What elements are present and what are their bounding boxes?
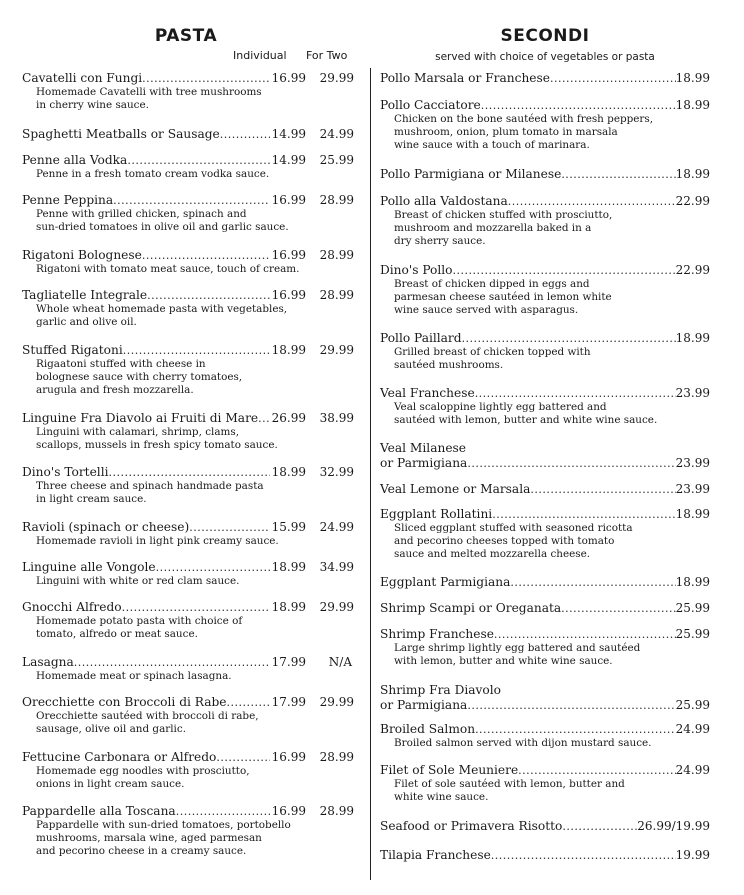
menu-item-name: or Parmigiana xyxy=(380,456,468,470)
menu-item-description: Homemade meat or spinach lasagna. xyxy=(36,670,232,682)
menu-item-price: 24.99 xyxy=(675,763,710,777)
menu-item-price: 18.99 xyxy=(271,343,306,357)
dot-leader xyxy=(530,482,675,497)
menu-item-price-for-two: 38.99 xyxy=(319,411,354,425)
menu-item-price: 16.99 xyxy=(271,193,306,207)
menu-item-description: Penne in a fresh tomato cream vodka sauce. xyxy=(36,168,270,180)
menu-item-price: 15.99 xyxy=(271,520,306,534)
menu-item-name: or Parmigiana xyxy=(380,698,468,712)
menu-item-price: 26.99 xyxy=(271,411,306,425)
menu-item-line xyxy=(22,695,358,710)
dot-leader xyxy=(561,167,675,182)
dot-leader xyxy=(453,263,676,278)
menu-item-price-for-two: 29.99 xyxy=(319,343,354,357)
menu-item-description: Pappardelle with sun-dried tomatoes, portobello xyxy=(36,819,291,831)
menu-item xyxy=(380,763,710,804)
menu-item xyxy=(380,482,710,497)
dot-leader xyxy=(216,750,270,765)
menu-item-name: Gnocchi Alfredo xyxy=(22,600,122,614)
menu-item xyxy=(22,288,358,329)
menu-item-description: Broiled salmon served with dijon mustard sauce. xyxy=(394,737,652,749)
menu-item-description: onions in light cream sauce. xyxy=(36,778,185,791)
menu-item-description: with lemon, butter and white wine sauce. xyxy=(394,655,613,668)
menu-item-price: 16.99 xyxy=(271,71,306,85)
menu-item xyxy=(22,248,358,276)
menu-item-price: 14.99 xyxy=(271,127,306,141)
menu-item xyxy=(22,695,358,736)
menu-item-description: Homemade potato pasta with choice of xyxy=(36,615,243,627)
menu-item xyxy=(22,560,358,588)
menu-item-description: sausage, olive oil and garlic. xyxy=(36,723,187,736)
menu-item-line xyxy=(22,655,358,670)
menu-item-price: 19.99 xyxy=(675,848,710,862)
menu-item-description: Homemade egg noodles with prosciutto, xyxy=(36,765,250,777)
menu-item-line xyxy=(380,763,710,778)
menu-item-price: 18.99 xyxy=(675,71,710,85)
menu-item-price-for-two: 28.99 xyxy=(319,248,354,262)
menu-item-name: Ravioli (spinach or cheese) xyxy=(22,520,190,534)
dot-leader xyxy=(462,331,676,346)
menu-item-price-for-two: 34.99 xyxy=(319,560,354,574)
menu-item-price: 17.99 xyxy=(271,655,306,669)
dot-leader xyxy=(518,763,675,778)
menu-item xyxy=(380,575,710,590)
menu-item xyxy=(22,465,358,506)
menu-item-name: Shrimp Scampi or Oreganata xyxy=(380,601,562,615)
menu-item-description: tomato, alfredo or meat sauce. xyxy=(36,628,198,641)
dot-leader xyxy=(467,698,675,713)
menu-item-price-for-two: 29.99 xyxy=(319,71,354,85)
menu-item-price-for-two: 28.99 xyxy=(319,288,354,302)
menu-item-name: Filet of Sole Meuniere xyxy=(380,763,519,777)
menu-item-price: 18.99 xyxy=(271,600,306,614)
menu-item-line xyxy=(380,507,710,522)
menu-item-line xyxy=(380,698,710,713)
menu-item-price: 16.99 xyxy=(271,288,306,302)
menu-item xyxy=(380,722,710,750)
menu-item-price: 22.99 xyxy=(675,194,710,208)
menu-item xyxy=(22,600,358,641)
menu-item-name: Veal Lemone or Marsala xyxy=(380,482,531,496)
menu-item-price: 18.99 xyxy=(675,167,710,181)
menu-item xyxy=(380,331,710,372)
column-divider xyxy=(370,68,371,880)
dot-leader xyxy=(156,560,270,575)
menu-item-price-for-two: 29.99 xyxy=(319,695,354,709)
pasta-title: PASTA xyxy=(154,26,218,46)
menu-item-line xyxy=(380,575,710,590)
menu-item-name-line: Veal Milanese xyxy=(380,441,467,455)
menu-item-name: Shrimp Franchese xyxy=(380,627,494,641)
menu-item xyxy=(22,655,358,683)
menu-item-description: mushroom, onion, plum tomato in marsala xyxy=(394,126,618,139)
menu-item-description: parmesan cheese sautéed in lemon white xyxy=(394,291,612,304)
menu-item xyxy=(380,441,710,471)
dot-leader xyxy=(127,153,270,168)
menu-item-name: Tilapia Franchese xyxy=(380,848,491,862)
menu-item-line xyxy=(380,722,710,737)
menu-item-description: Three cheese and spinach handmade pasta xyxy=(36,480,264,492)
menu-item-description: wine sauce served with asparagus. xyxy=(394,304,579,317)
menu-item-name: Rigatoni Bolognese xyxy=(22,248,142,262)
menu-item-name: Cavatelli con Fungi xyxy=(22,71,143,85)
dot-leader xyxy=(108,465,270,480)
menu-item-description: Breast of chicken stuffed with prosciutto, xyxy=(394,209,613,221)
menu-item-description: bolognese sauce with cherry tomatoes, xyxy=(36,371,243,384)
menu-item xyxy=(380,386,710,427)
menu-item xyxy=(22,193,358,234)
menu-item-price: 25.99 xyxy=(675,698,710,712)
menu-item-line xyxy=(380,167,710,182)
menu-item-price: 16.99 xyxy=(271,804,306,818)
menu-item xyxy=(22,520,358,548)
menu-item-price: 23.99 xyxy=(675,386,710,400)
dot-leader xyxy=(122,600,270,615)
menu-item-line xyxy=(380,482,710,497)
menu-item-name: Linguine alle Vongole xyxy=(22,560,156,574)
menu-item-line xyxy=(380,71,710,86)
menu-item-line xyxy=(380,456,710,471)
menu-item-price: 16.99 xyxy=(271,750,306,764)
menu-item-price: 17.99 xyxy=(271,695,306,709)
menu-item-description: Homemade ravioli in light pink creamy sauce. xyxy=(36,535,279,547)
menu-item-name: Pappardelle alla Toscana xyxy=(22,804,176,818)
menu-item-price-for-two: 28.99 xyxy=(319,750,354,764)
menu-item-line xyxy=(380,194,710,209)
menu-item-price: 24.99 xyxy=(675,722,710,736)
menu-item-price: 18.99 xyxy=(675,98,710,112)
dot-leader xyxy=(220,127,270,142)
menu-item-name: Pollo Marsala or Franchese xyxy=(380,71,550,85)
menu-item-line xyxy=(22,248,358,263)
menu-item-name: Fettucine Carbonara or Alfredo xyxy=(22,750,217,764)
menu-item-line xyxy=(380,386,710,401)
dot-leader xyxy=(550,71,676,86)
menu-item-name: Penne Peppina xyxy=(22,193,114,207)
menu-item-line xyxy=(22,343,358,358)
dot-leader xyxy=(491,848,676,863)
menu-item-description: arugula and fresh mozzarella. xyxy=(36,384,194,397)
menu-item-name: Eggplant Rollatini xyxy=(380,507,493,521)
menu-item-price-for-two: 28.99 xyxy=(319,193,354,207)
menu-item-description: and pecorino cheese in a creamy sauce. xyxy=(36,845,247,858)
menu-item xyxy=(22,127,358,142)
menu-item xyxy=(22,804,358,859)
dot-leader xyxy=(123,343,270,358)
dot-leader xyxy=(562,819,637,834)
dot-leader xyxy=(510,575,675,590)
menu-item-line xyxy=(22,520,358,535)
menu-item-description: Filet of sole sautéed with lemon, butter and xyxy=(394,778,625,790)
menu-item-description: Orecchiette sautéed with broccoli di rabe, xyxy=(36,710,259,722)
menu-item-price: 18.99 xyxy=(271,465,306,479)
menu-item xyxy=(380,98,710,153)
menu-item-description: dry sherry sauce. xyxy=(394,235,486,248)
menu-item xyxy=(22,71,358,112)
menu-item xyxy=(380,819,710,834)
menu-item-price: 25.99 xyxy=(675,601,710,615)
menu-item-line xyxy=(22,560,358,575)
menu-item-description: mushroom and mozzarella baked in a xyxy=(394,222,592,235)
menu-item-name: Dino's Tortelli xyxy=(22,465,109,479)
menu-item-name: Eggplant Parmigiana xyxy=(380,575,511,589)
menu-item-description: Rigaatoni stuffed with cheese in xyxy=(36,358,206,370)
menu-item-price: 25.99 xyxy=(675,627,710,641)
menu-item-description: wine sauce with a touch of marinara. xyxy=(394,139,590,152)
menu-item-line xyxy=(22,411,358,426)
menu-item-price: 26.99/19.99 xyxy=(637,819,710,833)
menu-item-description: sun-dried tomatoes in olive oil and garlic sauce. xyxy=(36,221,289,234)
menu-item-price-for-two: 24.99 xyxy=(319,520,354,534)
menu-item-name: Spaghetti Meatballs or Sausage xyxy=(22,127,220,141)
menu-item xyxy=(22,750,358,791)
dot-leader xyxy=(142,248,270,263)
menu-item xyxy=(380,601,710,616)
menu-item xyxy=(380,194,710,249)
menu-item-line xyxy=(380,331,710,346)
menu-item-description: Linguini with white or red clam sauce. xyxy=(36,575,240,587)
dot-leader xyxy=(176,804,270,819)
menu-item-line xyxy=(22,71,358,86)
menu-item-line xyxy=(380,627,710,642)
dot-leader xyxy=(467,456,675,471)
menu-item-description: scallops, mussels in fresh spicy tomato sauce. xyxy=(36,439,278,452)
menu-item-line xyxy=(22,750,358,765)
menu-item-line xyxy=(380,601,710,616)
menu-item xyxy=(380,263,710,318)
menu-item-price: 22.99 xyxy=(675,263,710,277)
dot-leader xyxy=(113,193,270,208)
menu-item-line xyxy=(380,848,710,863)
menu-item-price: 18.99 xyxy=(271,560,306,574)
secondi-subtitle: served with choice of vegetables or pasta xyxy=(435,51,655,63)
menu-item-price: 23.99 xyxy=(675,456,710,470)
menu-item-name: Dino's Pollo xyxy=(380,263,453,277)
menu-item-price-for-two: 25.99 xyxy=(319,153,354,167)
menu-item-description: Whole wheat homemade pasta with vegetables, xyxy=(36,303,288,315)
menu-item-name: Stuffed Rigatoni xyxy=(22,343,123,357)
menu-item-name: Lasagna xyxy=(22,655,74,669)
dot-leader xyxy=(227,695,271,710)
menu-item-description: Linguini with calamari, shrimp, clams, xyxy=(36,426,240,438)
menu-item-description: Chicken on the bone sautéed with fresh peppers, xyxy=(394,113,654,125)
menu-item-description: and pecorino cheeses topped with tomato xyxy=(394,535,615,548)
menu-item-price: 14.99 xyxy=(271,153,306,167)
dot-leader xyxy=(142,71,270,86)
menu-item-line xyxy=(22,193,358,208)
dot-leader xyxy=(494,627,676,642)
menu-item-description: in cherry wine sauce. xyxy=(36,99,149,112)
individual-column-header: Individual xyxy=(233,49,287,62)
menu-item-description: sauce and melted mozzarella cheese. xyxy=(394,548,591,561)
menu-item-name-line: Shrimp Fra Diavolo xyxy=(380,683,501,697)
menu-item-description: sautéed with lemon, butter and white wine sauce. xyxy=(394,414,658,427)
dot-leader xyxy=(508,194,676,209)
menu-item xyxy=(380,71,710,86)
menu-item-description: white wine sauce. xyxy=(394,791,489,804)
menu-item-description: Sliced eggplant stuffed with seasoned ricotta xyxy=(394,522,633,534)
menu-item-name: Seafood or Primavera Risotto xyxy=(380,819,563,833)
menu-item-description: Large shrimp lightly egg battered and sautéed xyxy=(394,642,641,654)
menu-item-line xyxy=(380,819,710,834)
menu-item-line xyxy=(380,263,710,278)
menu-item-description: Grilled breast of chicken topped with xyxy=(394,346,591,358)
menu-item-description: sautéed mushrooms. xyxy=(394,359,504,372)
menu-item-line xyxy=(22,288,358,303)
menu-item xyxy=(380,627,710,668)
menu-item-line xyxy=(22,465,358,480)
dot-leader xyxy=(475,722,676,737)
for-two-column-header: For Two xyxy=(306,49,348,62)
menu-item-description: Rigatoni with tomato meat sauce, touch of cream. xyxy=(36,263,300,275)
menu-item-name: Pollo Cacciatore xyxy=(380,98,481,112)
menu-item-description: Breast of chicken dipped in eggs and xyxy=(394,278,590,290)
dot-leader xyxy=(147,288,270,303)
menu-item-name: Penne alla Vodka xyxy=(22,153,128,167)
menu-item-name: Broiled Salmon xyxy=(380,722,476,736)
menu-item-price-for-two: 32.99 xyxy=(319,465,354,479)
menu-item-line xyxy=(380,98,710,113)
menu-item-description: in light cream sauce. xyxy=(36,493,147,506)
menu-item xyxy=(22,153,358,181)
menu-item-line xyxy=(22,804,358,819)
dot-leader xyxy=(74,655,270,670)
menu-item xyxy=(22,343,358,398)
menu-item xyxy=(22,411,358,452)
menu-item-price: 23.99 xyxy=(675,482,710,496)
menu-item-price-for-two: 28.99 xyxy=(319,804,354,818)
dot-leader xyxy=(258,411,270,426)
menu-item-price-for-two: 24.99 xyxy=(319,127,354,141)
menu-item-name: Tagliatelle Integrale xyxy=(22,288,148,302)
menu-item-description: garlic and olive oil. xyxy=(36,316,137,329)
menu-item-line xyxy=(22,127,358,142)
dot-leader xyxy=(492,507,675,522)
menu-item-name: Veal Franchese xyxy=(380,386,475,400)
menu-item xyxy=(380,507,710,562)
dot-leader xyxy=(481,98,676,113)
menu-item-line xyxy=(22,600,358,615)
menu-item-price-for-two: 29.99 xyxy=(319,600,354,614)
menu-item-name: Linguine Fra Diavolo ai Fruiti di Mare xyxy=(22,411,259,425)
menu-item-description: Homemade Cavatelli with tree mushrooms xyxy=(36,86,262,98)
menu-item-name: Orecchiette con Broccoli di Rabe xyxy=(22,695,227,709)
menu-item xyxy=(380,683,710,713)
menu-item-name: Pollo Paillard xyxy=(380,331,462,345)
menu-item xyxy=(380,167,710,182)
dot-leader xyxy=(475,386,676,401)
dot-leader xyxy=(189,520,270,535)
menu-item-description: Veal scaloppine lightly egg battered and xyxy=(394,401,607,413)
menu-item-price: 18.99 xyxy=(675,507,710,521)
menu-item-price: 16.99 xyxy=(271,248,306,262)
menu-item-name: Pollo alla Valdostana xyxy=(380,194,508,208)
menu-item-price-for-two: N/A xyxy=(328,655,352,669)
menu-item-price: 18.99 xyxy=(675,331,710,345)
menu-item-description: mushrooms, marsala wine, aged parmesan xyxy=(36,832,262,845)
menu-item-price: 18.99 xyxy=(675,575,710,589)
menu-item xyxy=(380,848,710,863)
menu-item-name: Pollo Parmigiana or Milanese xyxy=(380,167,562,181)
menu-item-description: Penne with grilled chicken, spinach and xyxy=(36,208,247,220)
dot-leader xyxy=(561,601,676,616)
menu-item-line xyxy=(22,153,358,168)
secondi-title: SECONDI xyxy=(500,26,590,46)
